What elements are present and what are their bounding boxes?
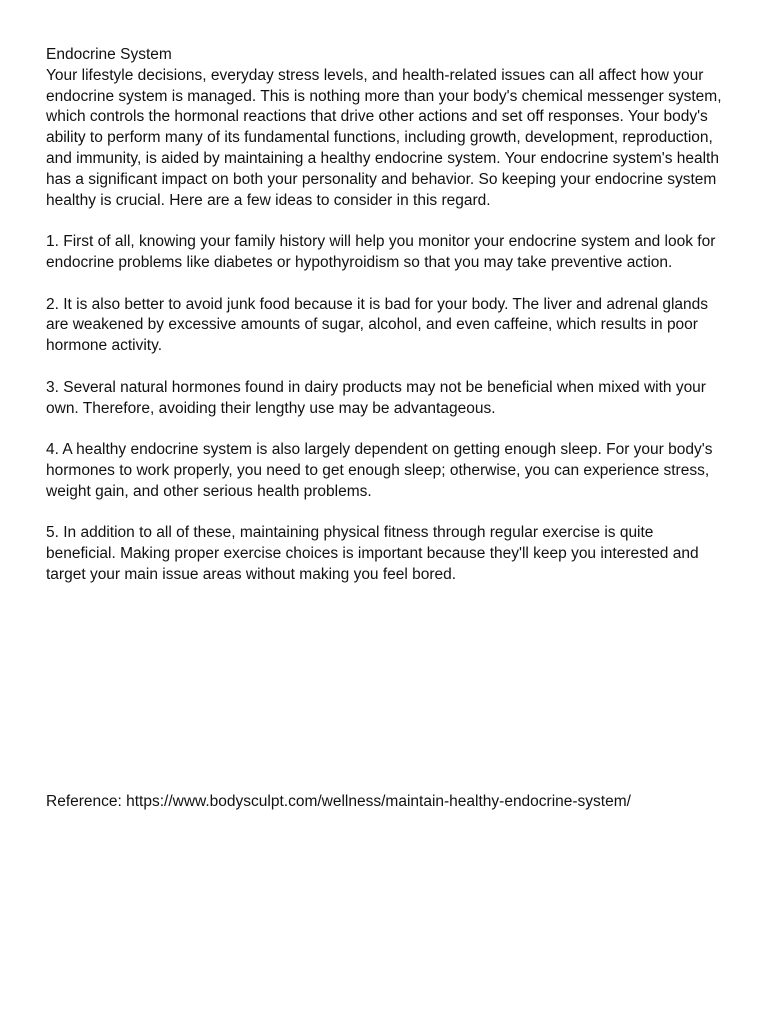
- point-3-paragraph: 3. Several natural hormones found in dairy products may not be beneficial when mixed with your own. Therefore, avoiding their lengthy use may be advantageous.: [46, 378, 706, 417]
- point-4-paragraph: 4. A healthy endocrine system is also largely dependent on getting enough sleep. For your body's hormones to work properly, you need to get enough sleep; otherwise, you can experience stress, weight gain, and other serious health problems.: [46, 441, 713, 500]
- document-body: [46, 45, 726, 607]
- intro-paragraph: Your lifestyle decisions, everyday stress levels, and health-related issues can all affect how your endocrine system is managed. This is nothing more than your body's chemical messenger system, which controls the hormonal reactions that drive other actions and set off responses. Your body's ability to perform many of its fundamental functions, including growth, development, reproduction, and immunity, is aided by maintaining a healthy endocrine system. Your endocrine system's health has a significant impact on both your personality and behavior. So keeping your endocrine system healthy is crucial. Here are a few ideas to consider in this regard.: [46, 66, 722, 209]
- point-2-paragraph: 2. It is also better to avoid junk food because it is bad for your body. The liver and adrenal glands are weakened by excessive amounts of sugar, alcohol, and even caffeine, which results in poor hormone activity.: [46, 295, 709, 355]
- point-5-paragraph: 5. In addition to all of these, maintaining physical fitness through regular exercise is quite beneficial. Making proper exercise choices is important because they'll keep you interested and target your main issue areas without making you feel bored.: [46, 524, 699, 583]
- point-1-paragraph: 1. First of all, knowing your family history will help you monitor your endocrine system and look for endocrine problems like diabetes or hypothyroidism so that you may take preventive action.: [46, 233, 716, 271]
- reference-line: Reference: https://www.bodysculpt.com/wellness/maintain-healthy-endocrine-system/: [46, 793, 631, 810]
- document-title: Endocrine System: [46, 46, 172, 63]
